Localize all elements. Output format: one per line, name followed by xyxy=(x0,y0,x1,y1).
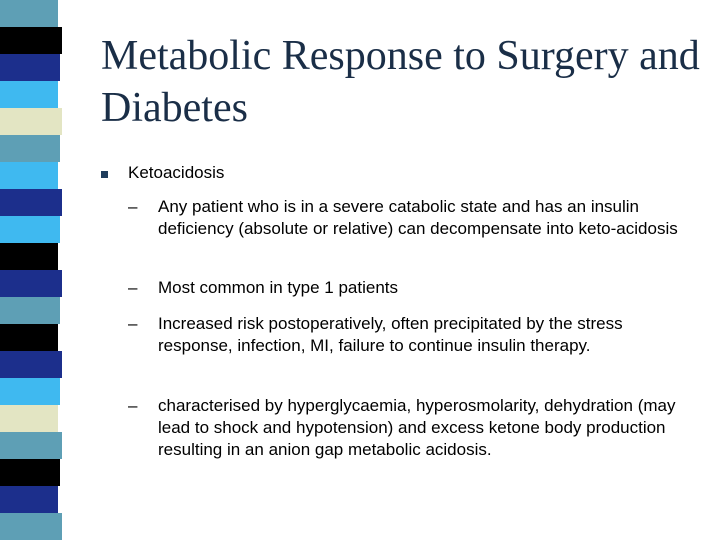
stripe-segment xyxy=(0,243,58,270)
stripe-segment xyxy=(0,486,58,513)
stripe-segment xyxy=(0,0,58,27)
stripe-segment xyxy=(0,27,62,54)
stripe-segment xyxy=(0,189,62,216)
stripe-segment xyxy=(0,351,62,378)
bullet-ketoacidosis: Ketoacidosis xyxy=(128,163,225,182)
dash-marker: – xyxy=(128,278,138,297)
stripe-segment xyxy=(0,378,60,405)
stripe-segment xyxy=(0,135,60,162)
stripe-segment xyxy=(0,432,62,459)
sub-bullet-definition xyxy=(128,196,688,240)
stripe-segment xyxy=(0,513,62,540)
stripe-segment xyxy=(0,459,60,486)
square-bullet-icon xyxy=(101,171,108,178)
decorative-stripe-bar xyxy=(0,0,62,540)
stripe-segment xyxy=(0,270,62,297)
sub-bullet-text: characterised by hyperglycaemia, hyperosmolarity, dehydration (may lead to shock and hypotension) and excess ketone body production resulting in an anion gap metabolic acidosis. xyxy=(158,396,676,459)
dash-marker: – xyxy=(128,314,138,333)
stripe-segment xyxy=(0,108,62,135)
sub-bullet-risk xyxy=(128,313,688,357)
stripe-segment xyxy=(0,324,58,351)
dash-marker: – xyxy=(128,396,138,415)
sub-bullet-text: Most common in type 1 patients xyxy=(158,278,399,297)
stripe-segment xyxy=(0,216,60,243)
dash-marker: – xyxy=(128,197,138,216)
stripe-segment xyxy=(0,81,58,108)
stripe-segment xyxy=(0,162,58,189)
stripe-segment xyxy=(0,54,60,81)
sub-bullet-text: Any patient who is in a severe catabolic state and has an insulin deficiency (absolute or relative) can decompensate into keto-acidosis xyxy=(158,197,678,238)
stripe-segment xyxy=(0,297,60,324)
stripe-segment xyxy=(0,405,58,432)
sub-bullet-prevalence xyxy=(128,277,688,299)
sub-bullet-characteristics xyxy=(128,395,688,461)
slide-title: Metabolic Response to Surgery and Diabetes xyxy=(101,33,700,131)
sub-bullet-text: Increased risk postoperatively, often precipitated by the stress response, infection, MI, failure to continue insulin therapy. xyxy=(158,314,623,355)
